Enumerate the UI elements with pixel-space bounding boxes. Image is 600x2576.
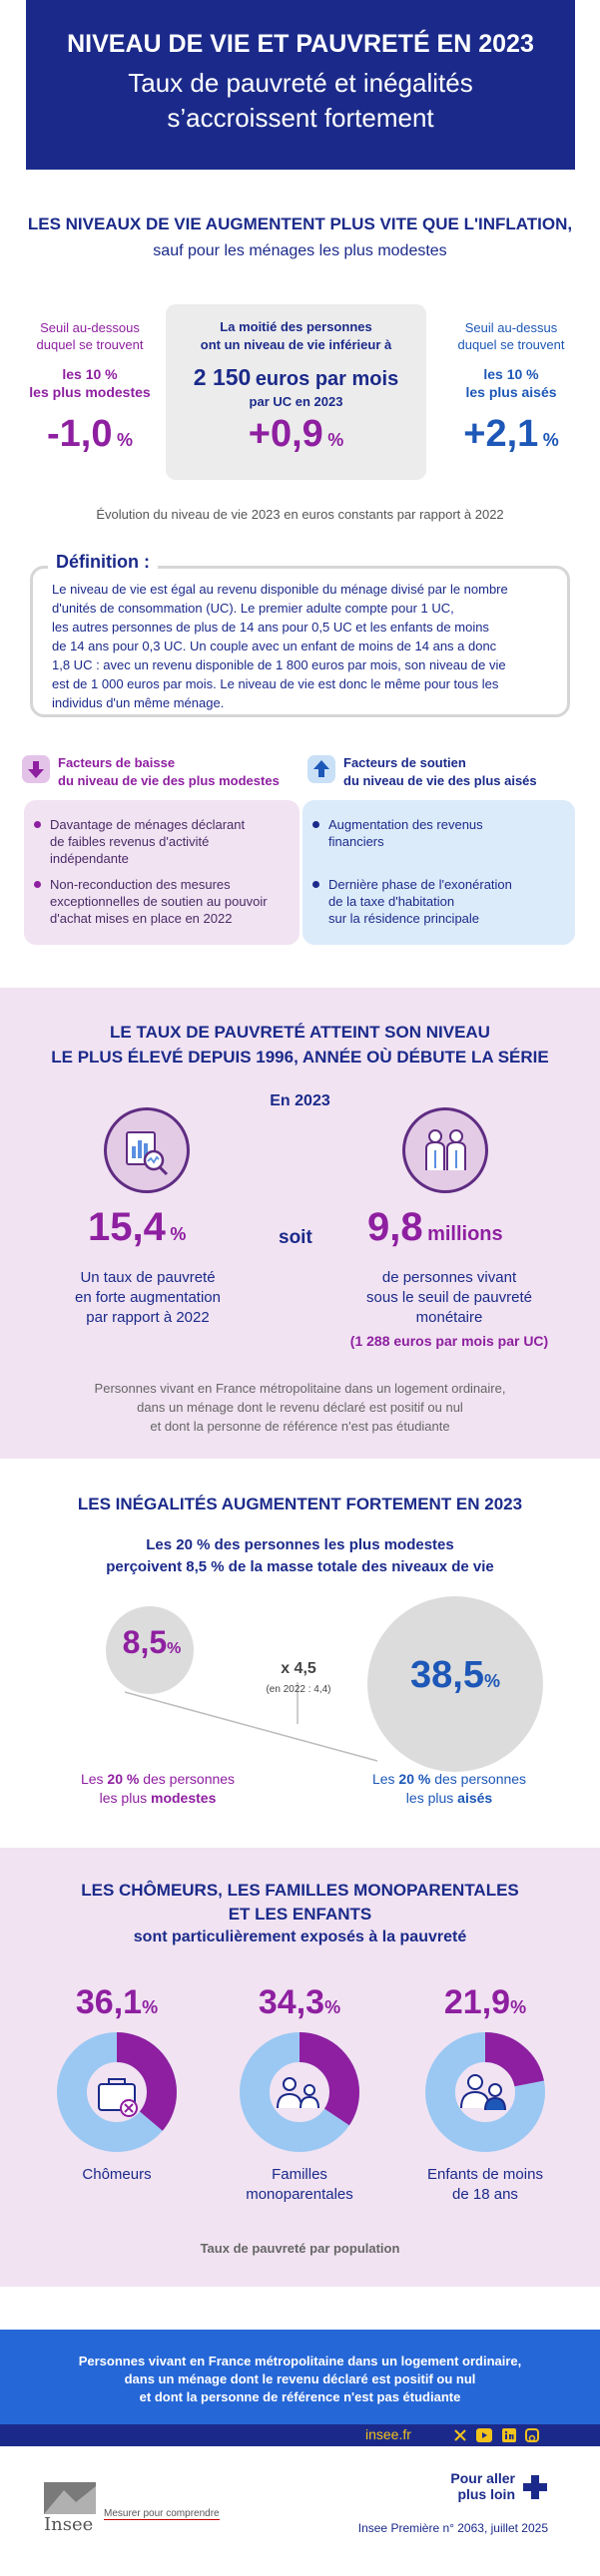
poverty-rate: 15,4 %	[88, 1205, 187, 1249]
up-factors-heading: Facteurs de soutien du niveau de vie des plus aisés	[343, 755, 537, 788]
list-item: Non-reconduction des mesures exceptionnelles de soutien au pouvoir d'achat mises en place en 2022	[50, 876, 295, 927]
donut-chart-unemployed	[57, 2032, 177, 2152]
insee-tagline: Mesurer pour comprendre	[104, 2508, 220, 2519]
poverty-people: 9,8 millions	[367, 1205, 503, 1249]
poverty-threshold: (1 288 euros par mois par UC)	[349, 1333, 549, 1349]
poverty-people-desc: de personnes vivant sous le seuil de pauvreté monétaire	[366, 1269, 532, 1326]
x-icon[interactable]	[453, 2428, 467, 2442]
more-info-label[interactable]: Pour aller plus loin	[450, 2470, 515, 2502]
donut-chart-children	[425, 2032, 545, 2152]
youtube-icon[interactable]	[476, 2428, 492, 2442]
poverty-section	[0, 988, 600, 1459]
down-arrow-icon	[22, 755, 50, 783]
group-value: 36,1%	[75, 1983, 159, 2021]
groups-caption: Taux de pauvreté par population	[200, 2241, 400, 2256]
page-subtitle: Taux de pauvreté et inégalités s’accroissent fortement	[128, 68, 473, 133]
site-link[interactable]: insee.fr	[365, 2426, 411, 2442]
definition-title: Définition :	[48, 552, 158, 573]
group-label-single-parent: Familles monoparentales	[246, 2166, 353, 2203]
poverty-title: LE TAUX DE PAUVRETÉ ATTEINT SON NIVEAU LE PLUS ÉLEVÉ DEPUIS 1996, ANNÉE OÙ DÉBUTE LA SÉRIE	[51, 1023, 549, 1067]
people-icon	[402, 1107, 488, 1193]
highest-decile-intro: Seuil au-dessus duquel se trouvent	[457, 320, 565, 352]
median-box	[166, 304, 426, 480]
poverty-year: En 2023	[270, 1092, 330, 1109]
footer-note-band	[0, 2330, 600, 2424]
group-value: 21,9%	[443, 1983, 527, 2021]
insee-logo-word: Insee	[44, 2514, 94, 2535]
poverty-rate-desc: Un taux de pauvreté en forte augmentation par rapport à 2022	[75, 1269, 221, 1326]
inequality-subtitle: Les 20 % des personnes les plus modestes perçoivent 8,5 % de la masse totale des niveaux de vie	[106, 1536, 494, 1575]
briefcase-icon	[99, 2079, 137, 2116]
chart-magnifier-icon	[104, 1107, 190, 1193]
lowest-decile-label: les 10 % les plus modestes	[29, 366, 151, 400]
plus-icon[interactable]	[521, 2473, 549, 2501]
low-share-label: Les 20 % des personnes les plus modestes	[80, 1771, 236, 1806]
list-item: Augmentation des revenus financiers	[328, 816, 558, 850]
up-arrow-icon	[307, 755, 335, 783]
footer-note: Personnes vivant en France métropolitaine dans un logement ordinaire, dans un ménage dont le revenu déclaré est positif ou nul et dont la personne de référence n'est pas étudiante	[78, 2354, 522, 2404]
groups-title: LES CHÔMEURS, LES FAMILLES MONOPARENTALES ET LES ENFANTS	[81, 1881, 519, 1924]
inequality-title: LES INÉGALITÉS AUGMENTENT FORTEMENT EN 2023	[77, 1495, 523, 1513]
footer-link-bar	[0, 2424, 600, 2446]
high-share-value: 38,5%	[410, 1654, 500, 1696]
child-icon	[461, 2075, 505, 2110]
publication-reference: Insee Première n° 2063, juillet 2025	[357, 2521, 548, 2535]
median-intro: La moitié des personnes ont un niveau de vie inférieur à	[200, 319, 392, 352]
highest-decile-value: +2,1 %	[463, 413, 559, 455]
group-value: 34,3%	[258, 1983, 341, 2021]
ratio-value: x 4,5	[281, 1660, 316, 1677]
high-share-label: Les 20 % des personnes les plus aisés	[371, 1771, 527, 1806]
page-title: NIVEAU DE VIE ET PAUVRETÉ EN 2023	[67, 30, 534, 58]
highest-decile-label: les 10 % les plus aisés	[465, 366, 557, 400]
median-value: +0,9 %	[248, 413, 344, 455]
linkedin-icon[interactable]	[502, 2428, 516, 2442]
group-label-unemployed: Chômeurs	[82, 2166, 152, 2183]
poverty-connector: soit	[279, 1227, 312, 1248]
median-amount: 2 150 euros par mois	[193, 364, 399, 390]
groups-subtitle: sont particulièrement exposés à la pauvreté	[133, 1929, 467, 1945]
single-parent-icon	[278, 2078, 318, 2108]
group-label-children: Enfants de moins de 18 ans	[427, 2166, 543, 2203]
down-factors-heading: Facteurs de baisse du niveau de vie des plus modestes	[58, 755, 280, 788]
up-factors-box	[302, 800, 575, 945]
insee-logo-mark	[44, 2482, 96, 2514]
down-factors-box	[24, 800, 300, 945]
low-share-value: 8,5%	[122, 1624, 182, 1660]
definition-text: Le niveau de vie est égal au revenu disponible du ménage divisé par le nombre d'unités de consommation (UC). Le premier adulte compte pour 1 UC, les autres personnes de plus de 14 ans pour 0,5 UC et les enfants de moins de 14 ans pour 0,3 UC. Un couple avec un enfant de moins de 14 ans a donc 1,8 UC : avec un revenu disponible de 1 800 euros par mois, son niveau de vie est de 1 000 euros par mois. Le niveau de vie est donc le même pour tous les individus d'un même ménage.	[52, 582, 508, 710]
lowest-decile-intro: Seuil au-dessous duquel se trouvent	[36, 320, 144, 352]
ratio-note: (en 2022 : 4,4)	[266, 1684, 331, 1695]
groups-section	[0, 1848, 600, 2287]
donut-chart-single-parent	[240, 2032, 359, 2152]
section1-title: LES NIVEAUX DE VIE AUGMENTENT PLUS VITE QUE L'INFLATION,	[27, 215, 573, 233]
poverty-note: Personnes vivant en France métropolitaine dans un logement ordinaire, dans un ménage dont le revenu déclaré est positif ou nul et dont la personne de référence n'est pas étudiante	[94, 1381, 506, 1434]
list-item: Davantage de ménages déclarant de faibles revenus d'activité indépendante	[50, 816, 290, 867]
section1-subtitle: sauf pour les ménages les plus modestes	[153, 242, 447, 259]
section1-caption: Évolution du niveau de vie 2023 en euros constants par rapport à 2022	[96, 507, 504, 522]
lowest-decile-value: -1,0 %	[47, 413, 133, 455]
instagram-icon[interactable]	[525, 2428, 539, 2442]
list-item: Dernière phase de l'exonération de la taxe d'habitation sur la résidence principale	[328, 876, 558, 927]
header-banner	[26, 0, 575, 170]
median-amount-note: par UC en 2023	[249, 394, 343, 409]
